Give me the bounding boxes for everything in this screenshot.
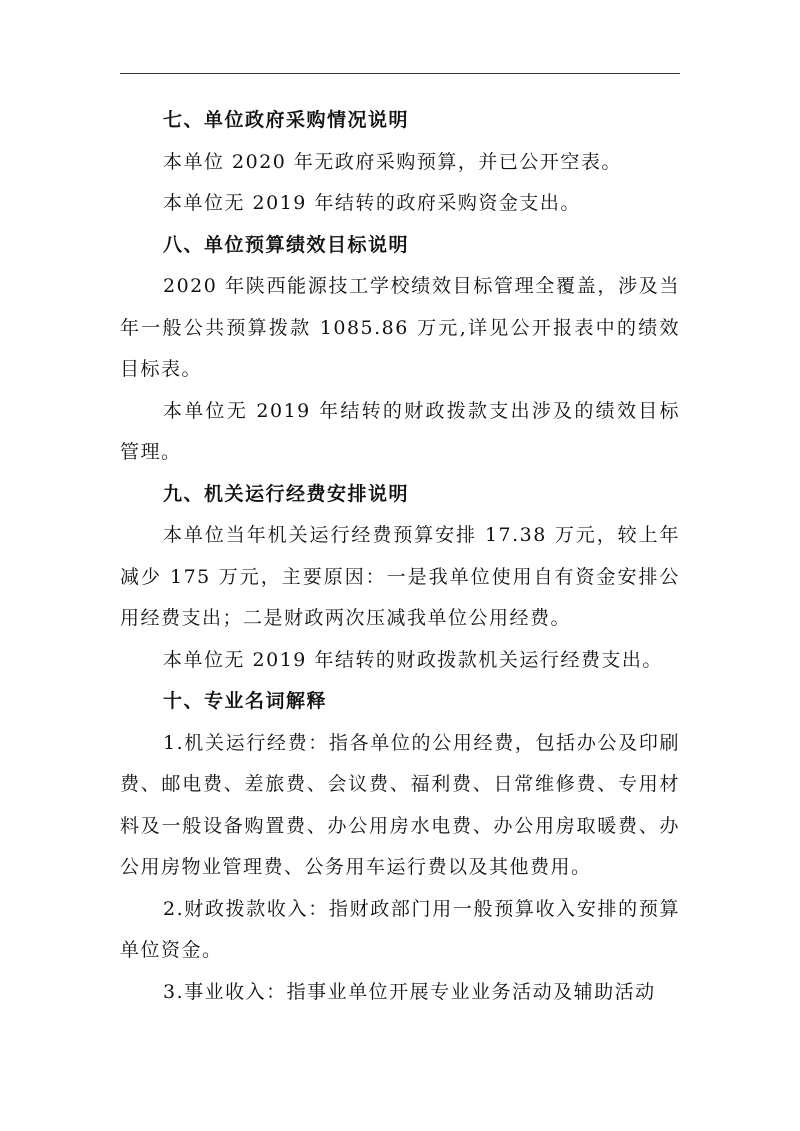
paragraph: 本单位当年机关运行经费预算安排 17.38 万元，较上年减少 175 万元，主要原因：一是我单位使用自有资金安排公用经费支出；二是财政两次压减我单位公用经费。	[120, 524, 680, 629]
header-rule	[120, 73, 680, 74]
section-heading-procurement: 七、单位政府采购情况说明	[163, 109, 410, 131]
section-heading-glossary: 十、专业名词解释	[163, 690, 328, 712]
paragraph: 本单位 2020 年无政府采购预算，并已公开空表。	[163, 150, 622, 173]
document-body	[120, 100, 680, 1013]
paragraph: 本单位无 2019 年结转的财政拨款支出涉及的绩效目标管理。	[120, 399, 680, 463]
paragraph: 2020 年陕西能源技工学校绩效目标管理全覆盖，涉及当年一般公共预算拨款 1085.86 万元,详见公开报表中的绩效目标表。	[120, 275, 680, 380]
section-heading-operating-costs: 九、机关运行经费安排说明	[163, 482, 410, 505]
section-heading-performance: 八、单位预算绩效目标说明	[163, 233, 410, 256]
glossary-item: 2.财政拨款收入：指财政部门用一般预算收入安排的预算单位资金。	[120, 897, 680, 961]
glossary-item: 1.机关运行经费：指各单位的公用经费，包括办公及印刷费、邮电费、差旅费、会议费、福利费、日常维修费、专用材料及一般设备购置费、办公用房水电费、办公用房取暖费、办公用房物业管理费、公务用车运行费以及其他费用。	[120, 731, 680, 878]
glossary-item: 3.事业收入：指事业单位开展专业业务活动及辅助活动	[163, 980, 656, 1003]
paragraph: 本单位无 2019 年结转的政府采购资金支出。	[163, 192, 581, 214]
paragraph: 本单位无 2019 年结转的财政拨款机关运行经费支出。	[163, 648, 663, 671]
